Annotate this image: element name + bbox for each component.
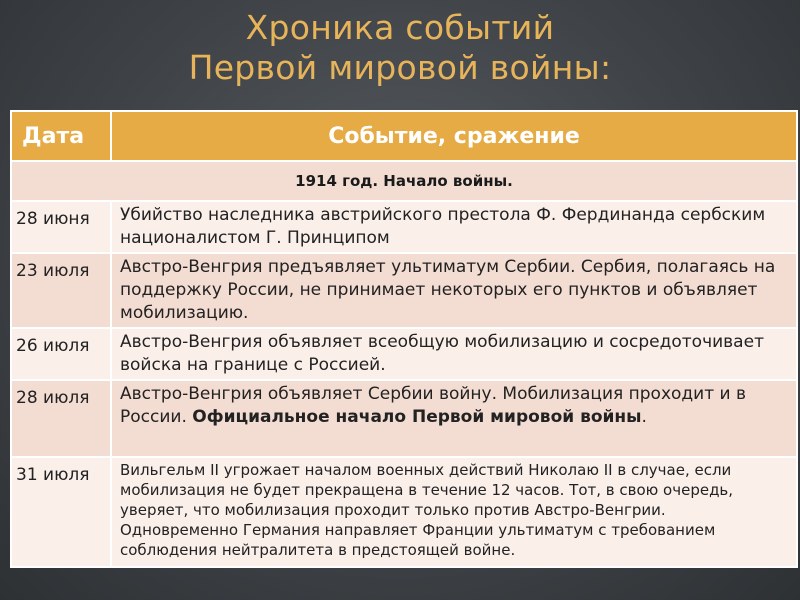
event-cell: Убийство наследника австрийского престола Ф. Фердинанда сербским националистом Г. Принципом	[111, 201, 797, 253]
date-cell: 26 июля	[11, 328, 111, 380]
table-header-row	[11, 111, 797, 161]
date-cell: 28 июля	[11, 380, 111, 457]
page-title	[0, 8, 800, 88]
column-header-date: Дата	[11, 111, 111, 161]
event-text-bold: Официальное начало Первой мировой войны	[192, 407, 642, 427]
event-cell: Австро-Венгрия предъявляет ультиматум Сербии. Сербия, полагаясь на поддержку России, не принимает некоторых его пунктов и объявляет мобилизацию.	[111, 253, 797, 328]
table-row	[11, 253, 797, 328]
title-line-2: Первой мировой войны:	[188, 48, 612, 87]
event-cell: Вильгельм II угрожает началом военных действий Николаю II в случае, если мобилизация не будет прекращена в течение 12 часов. Тот, в свою очередь, уверяет, что мобилизация проходит только против Австро-Венгрии. Одновременно Германия направляет Франции ультиматум с требованием соблюдения нейтралитета в предстоящей войне.	[111, 457, 797, 567]
event-text-end: .	[641, 407, 647, 427]
section-row	[11, 161, 797, 201]
column-header-event: Событие, сражение	[111, 111, 797, 161]
date-cell: 23 июля	[11, 253, 111, 328]
table-row	[11, 380, 797, 457]
event-cell	[111, 380, 797, 457]
table-row	[11, 201, 797, 253]
event-cell: Австро-Венгрия объявляет всеобщую мобилизацию и сосредоточивает войска на границе с Россией.	[111, 328, 797, 380]
date-cell: 31 июля	[11, 457, 111, 567]
title-line-1: Хроника событий	[245, 8, 555, 47]
events-table	[10, 110, 798, 568]
table-row	[11, 457, 797, 567]
event-text: Австро-Венгрия объявляет Сербии войну. Мобилизация проходит и в России.	[120, 384, 746, 427]
table-row	[11, 328, 797, 380]
date-cell: 28 июня	[11, 201, 111, 253]
section-title: 1914 год. Начало войны.	[11, 161, 797, 201]
